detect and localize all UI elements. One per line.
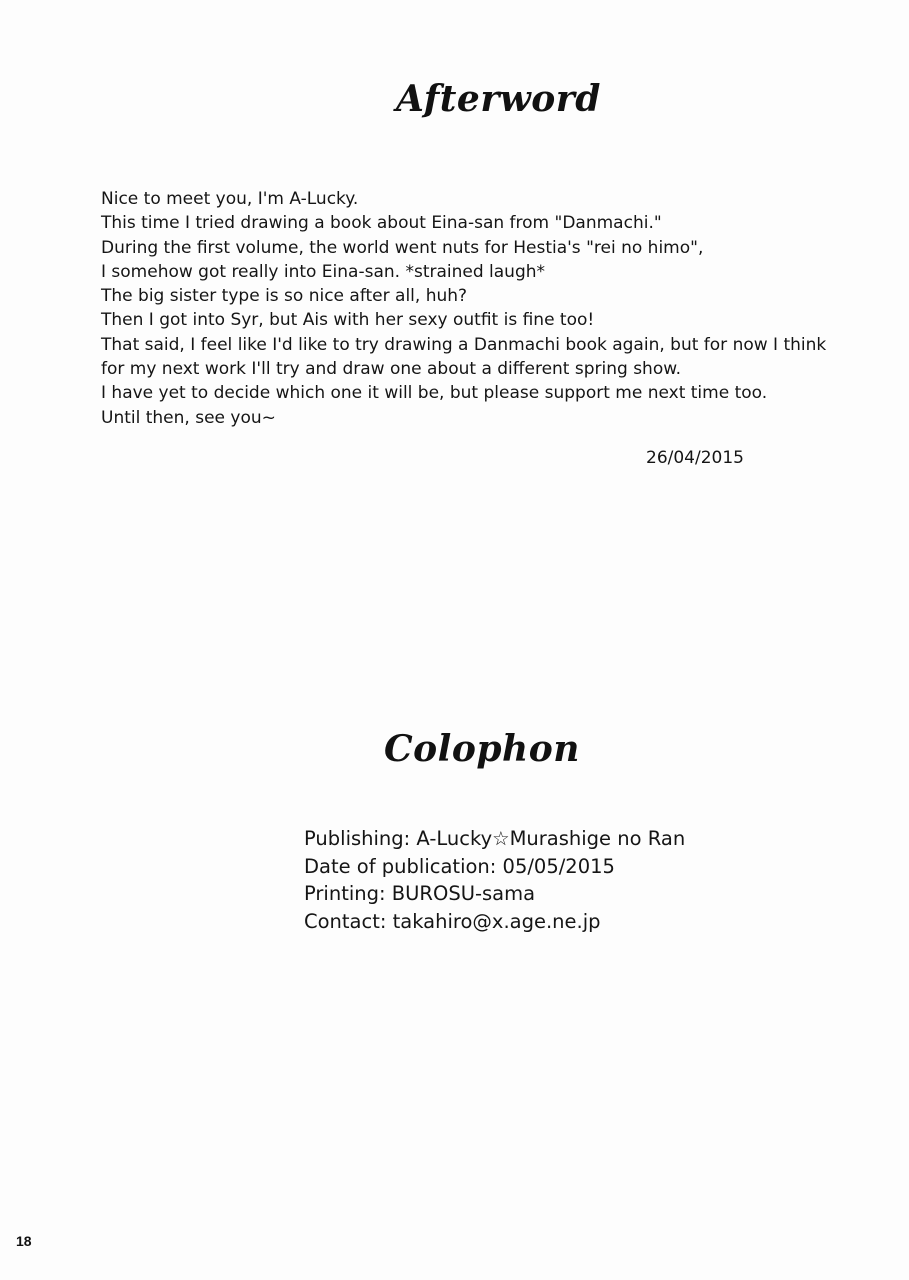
afterword-line: This time I tried drawing a book about Eina-san from "Danmachi.": [101, 213, 662, 234]
colophon-details: [304, 825, 685, 935]
colophon-heading: Colophon: [384, 728, 580, 770]
afterword-line: Then I got into Syr, but Ais with her sexy outfit is fine too!: [101, 310, 595, 331]
colophon-publishing: Publishing: A-Lucky☆Murashige no Ran: [304, 827, 686, 850]
afterword-line: I somehow got really into Eina-san. *strained laugh*: [101, 261, 546, 282]
afterword-date: 26/04/2015: [646, 448, 744, 468]
afterword-line: Until then, see you~: [101, 407, 276, 428]
colophon-printing: Printing: BUROSU-sama: [304, 882, 536, 905]
page-number: 18: [16, 1233, 32, 1249]
afterword-heading: Afterword: [396, 78, 601, 120]
afterword-line: That said, I feel like I'd like to try drawing a Danmachi book again, but for now I think: [101, 334, 827, 355]
colophon-contact: Contact: takahiro@x.age.ne.jp: [304, 909, 601, 933]
afterword-body: [101, 187, 891, 430]
afterword-line: for my next work I'll try and draw one about a different spring show.: [101, 359, 681, 380]
colophon-date: Date of publication: 05/05/2015: [304, 854, 615, 878]
afterword-line: The big sister type is so nice after all, huh?: [101, 286, 468, 307]
afterword-line: I have yet to decide which one it will be, but please support me next time too.: [101, 383, 768, 404]
afterword-line: Nice to meet you, I'm A-Lucky.: [101, 189, 359, 209]
afterword-line: During the first volume, the world went nuts for Hestia's "rei no himo",: [101, 237, 704, 258]
